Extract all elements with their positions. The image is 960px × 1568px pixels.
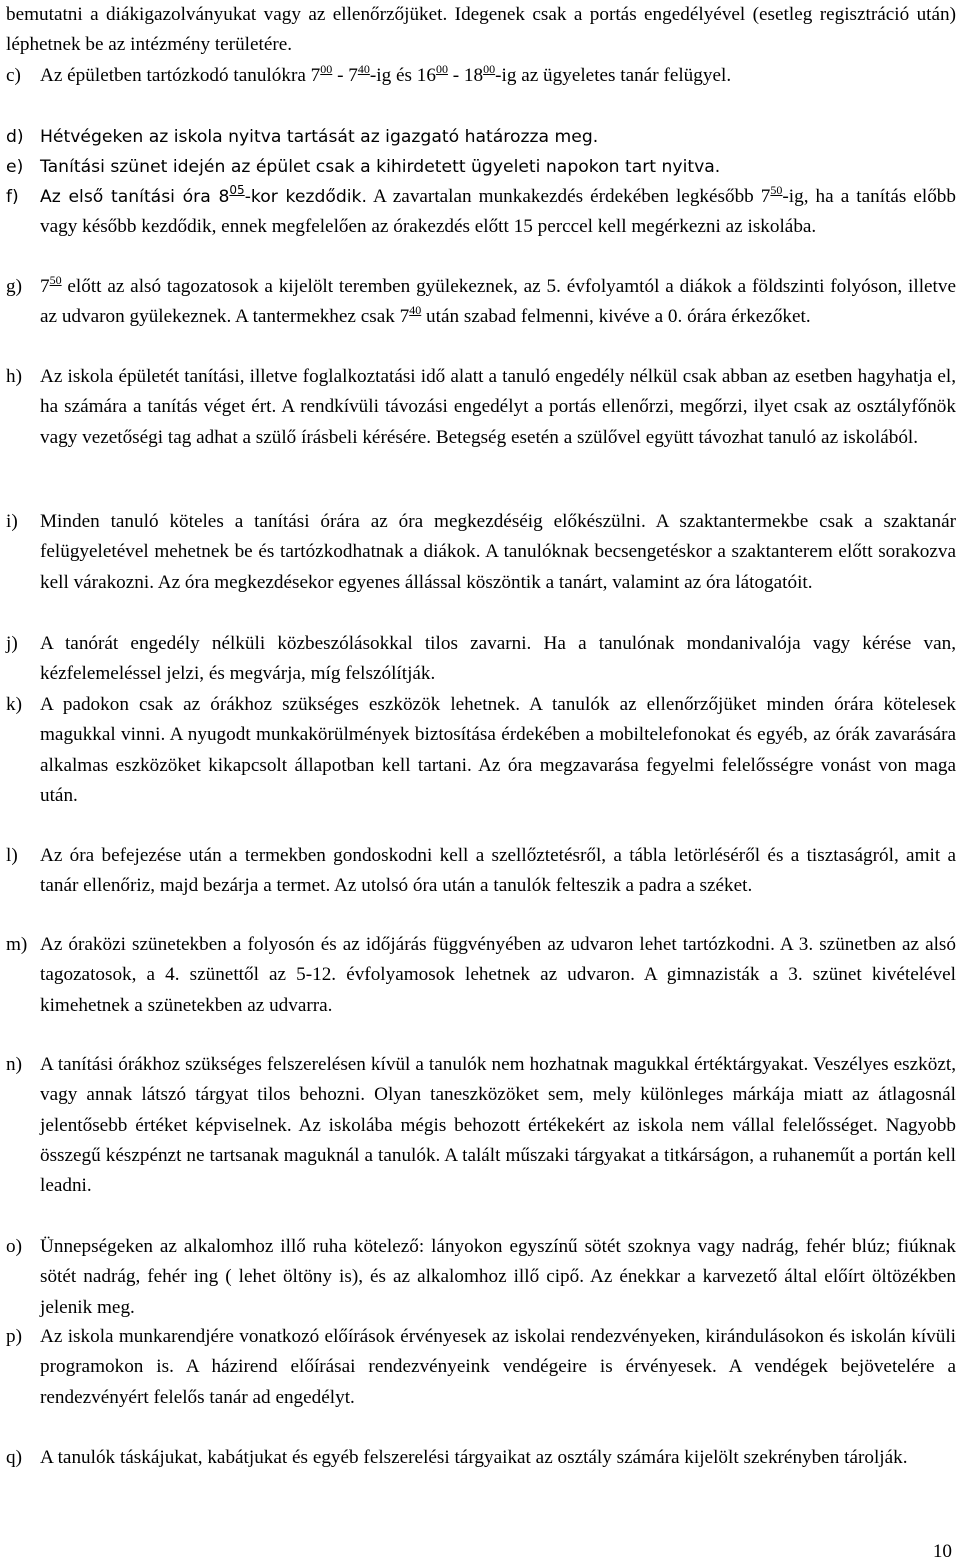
item-text: Az óra befejezése után a termekben gondoskodni kell a szellőztetésről, a tábla letörléséről és a tisztaságról, amit a tanár ellenőriz, majd bezárja a termet. Az utolsó óra után a tanulók felteszik a padra a széket. — [40, 845, 956, 897]
item-label: g) — [6, 276, 22, 297]
item-label: h) — [6, 366, 22, 387]
list-item-p — [6, 1322, 956, 1413]
list-item-d — [6, 122, 956, 152]
list-item-n — [6, 1050, 956, 1201]
item-label: f) — [6, 187, 19, 207]
list-item-k — [6, 690, 956, 811]
item-text: Tanítási szünet idején az épület csak a kihirdetett ügyeleti napokon tart nyitva. — [40, 157, 721, 177]
list-item-j — [6, 629, 956, 690]
item-text: $7^{50}$ előtt az alsó tagozatosok a kijelölt teremben gyülekeznek, az 5. évfolyamtól a diákok a földszinti folyóson, illetve az udvaron gyülekeznek. A tantermekhez csak $7^{40}$ után szabad felmenni, kivéve a 0. órára érkezőket. — [40, 273, 956, 328]
list-item-m — [6, 930, 956, 1021]
item-label: k) — [6, 694, 22, 715]
list-item-i — [6, 507, 956, 598]
item-text: Minden tanuló köteles a tanítási órára az óra megkezdéséig előkészülni. A szaktantermekbe csak a szaktanár felügyeletével mehetnek be és tartózkodhatnak a diákok. A tanulóknak becsengetéskor a szaktanterem előtt sorakozva kell várakozni. Az óra megkezdésekor egyenes állással köszöntik a tanárt, valamint az óra látogatóit. — [40, 511, 956, 593]
item-label: j) — [6, 633, 18, 654]
list-item-g — [6, 272, 956, 333]
list-item-l — [6, 841, 956, 902]
item-label: p) — [6, 1326, 22, 1347]
intro-paragraph: bemutatni a diákigazolványukat vagy az ellenőrzőjüket. Idegenek csak a portás engedélyével (esetleg regisztráció után) léphetnek be az intézmény területére. — [6, 4, 956, 56]
item-text: A tanulók táskájukat, kabátjukat és egyéb felszerelési tárgyaikat az osztály számára kijelölt szekrényben tárolják. — [40, 1447, 908, 1468]
item-label: e) — [6, 157, 24, 177]
item-label: q) — [6, 1447, 22, 1468]
page-number: 10 — [932, 1541, 952, 1562]
item-label: l) — [6, 845, 18, 866]
list-item-h — [6, 362, 956, 453]
item-text: Hétvégeken az iskola nyitva tartását az igazgató határozza meg. — [40, 127, 599, 147]
list-item-o — [6, 1232, 956, 1323]
list-item-f — [6, 182, 956, 243]
item-text: A tanórát engedély nélküli közbeszólásokkal tilos zavarni. Ha a tanulónak mondanivalója vagy kérése van, kézfelemeléssel jelzi, és megvárja, míg felszólítják. — [40, 633, 956, 685]
item-text: Az óraközi szünetekben a folyosón és az időjárás függvényében az udvaron lehet tartózkodni. A 3. szünetben az alsó tagozatosok, a 4. szünettől az 5-12. évfolyamosok lehetnek az udvaron. A gimnazisták a 3. szünet kivételével kimehetnek a szünetekben az udvarra. — [40, 934, 956, 1016]
list-item-q — [6, 1443, 956, 1473]
item-label: n) — [6, 1054, 22, 1075]
list-item-e — [6, 152, 956, 182]
item-text: Az iskola épületét tanítási, illetve foglalkoztatási idő alatt a tanuló engedély nélkül csak abban az esetben hagyhatja el, ha számára a tanítás véget ért. A rendkívüli távozási engedélyt a portás ellenőrzi, megőrzi, ilyet csak az osztályfőnök vagy vezetőségi tag adhat a szülő írásbeli kérésére. Betegség esetén a szülővel együtt távozhat tanuló az iskolából. — [40, 366, 956, 448]
item-label: d) — [6, 127, 24, 147]
item-text: A tanítási órákhoz szükséges felszerelésen kívül a tanulók nem hozhatnak magukkal értéktárgyakat. Veszélyes eszközt, vagy annak látszó tárgyat tilos behozni. Olyan taneszközöket sem, mely különleges márkája miatt az átlagosnál jelentősebb értéket képviselnek. Az iskolába mégis behozott értékekért az iskola nem vállal felelősséget. Nagyobb összegű készpénzt ne tartsanak maguknál a tanulók. A talált műszaki tárgyakat a titkárságon, a ruhaneműt a portán kell leadni. — [40, 1054, 956, 1197]
item-text: A padokon csak az órákhoz szükséges eszközök lehetnek. A tanulók az ellenőrzőjüket minden órára kötelesek magukkal vinni. A nyugodt munkakörülmények biztosítása érdekében a mobiltelefonokat és egyéb, az órák zavarására alkalmas eszközöket kikapcsolt állapotban kell tartani. Az óra megzavarása fegyelmi felelősségre vonást von maga után. — [40, 694, 956, 806]
item-label: i) — [6, 511, 18, 532]
item-text: Az iskola munkarendjére vonatkozó előírások érvényesek az iskolai rendezvényeken, kirándulásokon és iskolán kívüli programokon is. A házirend előírásai rendezvényeink vendégeire is érvényesek. A vendégek bejövetelére a rendezvényért felelős tanár ad engedélyt. — [40, 1326, 956, 1408]
item-text: Ünnepségeken az alkalomhoz illő ruha kötelező: lányokon egyszínű sötét szoknya vagy nadrág, fehér blúz; fiúknak sötét nadrág, fehér ing ( lehet öltöny is), és az alkalomhoz illő cipő. Az énekkar a karvezető által előírt öltözékben jelenik meg. — [40, 1236, 956, 1318]
list-item-c — [6, 61, 956, 91]
item-label: o) — [6, 1236, 22, 1257]
item-label: c) — [6, 65, 21, 86]
item-text: Az épületben tartózkodó tanulókra $7^{00} - 7^{40}-ig$ és $16^{00} - 18^{00}-ig$ az ügyeletes tanár felügyel. — [40, 62, 732, 86]
item-label: m) — [6, 934, 28, 955]
item-text: Az első tanítási óra $8^{05}$-kor kezdődik. A zavartalan munkakezdés érdekében legkésőbb $7^{50}-ig$, ha a tanítás előbb vagy később kezdődik, ennek megfelelően az órakezdés előtt 15 perccel kell megérkezni az iskolába. — [40, 183, 956, 238]
